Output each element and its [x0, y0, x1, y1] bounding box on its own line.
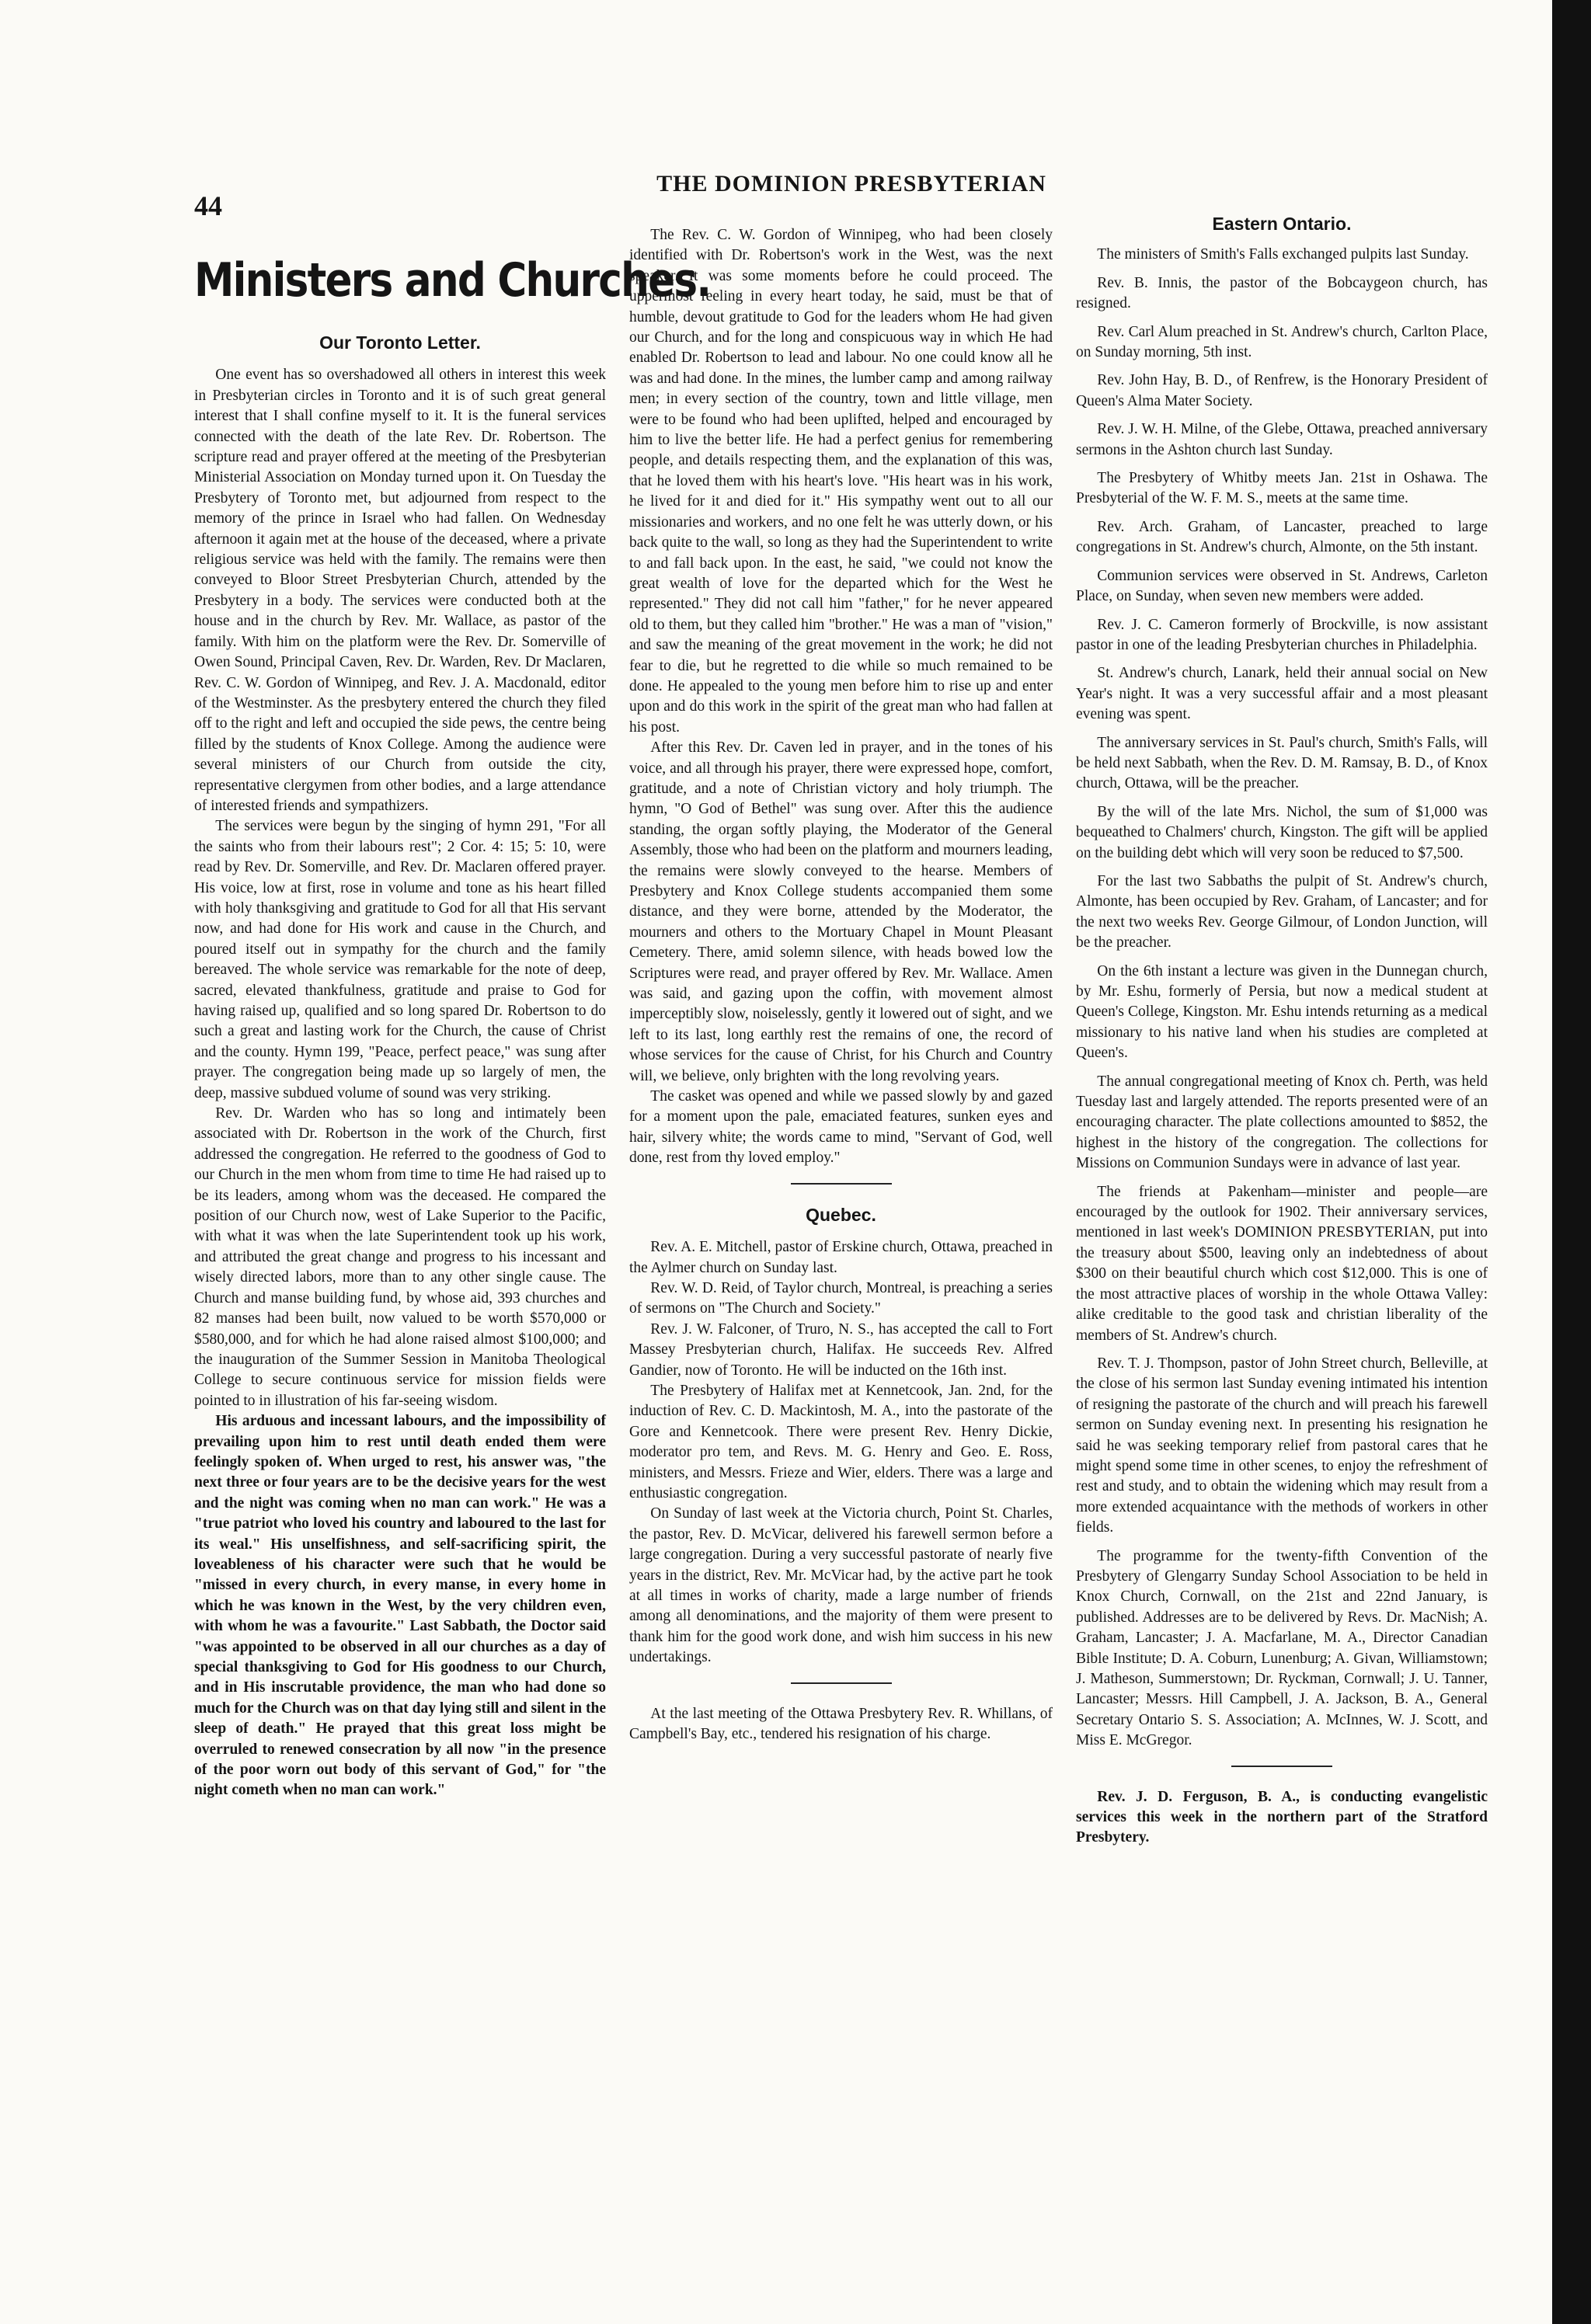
paragraph: Rev. J. W. Falconer, of Truro, N. S., has accepted the call to Fort Massey Presbyterian church, Halifax. He succeeds Rev. Alfred Gandier, now of Toronto. He will be inducted on the 16th inst. [629, 1320, 1053, 1379]
paragraph: Rev. B. Innis, the pastor of the Bobcaygeon church, has resigned. [1076, 274, 1488, 312]
paragraph: The ministers of Smith's Falls exchanged pulpits last Sunday. [1097, 246, 1469, 263]
masthead-title: Ministers and Churches. [194, 253, 711, 308]
paragraph: The annual congregational meeting of Knox ch. Perth, was held Tuesday last and largely attended. The reports presented were of an encouraging character. The plate collections amounted to $852, the highest in the history of the congregation. The collections for Missions on Communion Sundays were in advance of last year. [1076, 1073, 1488, 1172]
column-3 [1076, 214, 1488, 1856]
column-2 [629, 225, 1053, 1745]
paragraph: Rev. J. D. Ferguson, B. A., is conducting evangelistic services this week in the northern part of the Stratford Presbytery. [1076, 1788, 1488, 1846]
paragraph: Rev. John Hay, B. D., of Renfrew, is the Honorary President of Queen's Alma Mater Society. [1076, 372, 1488, 409]
paragraph: The Presbytery of Halifax met at Kennetcook, Jan. 2nd, for the induction of Rev. C. D. Mackintosh, M. A., into the pastorate of the Gore and Kennetcook. There were present Rev. Henry Dickie, moderator pro tem, and Revs. M. G. Henry and Geo. E. Ross, ministers, and Messrs. Frieze and Wier, elders. There was a large and enthusiastic congregation. [629, 1382, 1053, 1501]
paragraph: Rev. W. D. Reid, of Taylor church, Montreal, is preaching a series of sermons on "The Church and Society." [629, 1279, 1053, 1317]
page-scan-edge [1552, 0, 1591, 2324]
column-1 [194, 217, 711, 1801]
paragraph: At the last meeting of the Ottawa Presbytery Rev. R. Whillans, of Campbell's Bay, etc., tendered his resignation of his charge. [629, 1705, 1053, 1743]
paragraph: Rev. Arch. Graham, of Lancaster, preached to large congregations in St. Andrew's church, Almonte, on the 5th instant. [1076, 518, 1488, 556]
section-divider [791, 1682, 892, 1684]
paragraph: By the will of the late Mrs. Nichol, the sum of $1,000 was bequeathed to Chalmers' church, Kingston. The gift will be applied on the building debt which will very soon be reduced to $7,500. [1076, 803, 1488, 861]
paragraph: Rev. Carl Alum preached in St. Andrew's church, Carlton Place, on Sunday morning, 5th inst. [1076, 323, 1488, 361]
paragraph: One event has so overshadowed all others in interest this week in Presbyterian circles in Toronto and it is of such great general interest that I shall confine myself to it. It is the funeral services connected with the death of the late Rev. Dr. Robertson. The scripture read and prayer offered at the meeting of the Presbyterian Ministerial Association on Monday turned upon it. On Tuesday the Presbytery of Toronto met, but adjourned from respect to the memory of the prince in Israel who had fallen. On Wednesday afternoon it again met at the house of the deceased, where a private religious service was held with the family. The remains were then conveyed to Bloor Street Presbyterian Church, attended by the Presbytery in a body. The services were conducted both at the house and in the church by Rev. Mr. Wallace, as pastor of the family. With him on the platform were the Rev. Dr. Somerville of Owen Sound, Principal Caven, Rev. Dr. Warden, Rev. Dr Maclaren, Rev. C. W. Gordon of Winnipeg, and Rev. J. A. Macdonald, editor of the Westminster. As the presbytery entered the church they filed off to the right and left and occupied the side pews, the centre being filled by the students of Knox College. Among the audience were several ministers of our Church from outside the city, representative clergymen from other bodies, and a large attendance of interested friends and sympathizers. [194, 367, 606, 814]
paragraph: On Sunday of last week at the Victoria church, Point St. Charles, the pastor, Rev. D. McVicar, delivered his farewell sermon before a large congregation. During a very successful pastorate of nearly five years in the district, Rev. Mr. McVicar had, by the active part he took at all times in works of charity, made a large number of friends among all denominations, and the majority of them were present to thank him for the good work done, and wish him success in his new undertakings. [629, 1505, 1053, 1666]
paragraph: Rev. J. W. H. Milne, of the Glebe, Ottawa, preached anniversary sermons in the Ashton church last Sunday. [1076, 421, 1488, 458]
section-title-toronto: Our Toronto Letter. [319, 332, 481, 353]
paragraph: The services were begun by the singing of hymn 291, "For all the saints who from their labours rest"; 2 Cor. 4: 15; 5: 10, were read by Rev. Dr. Somerville, and Rev. Dr. Maclaren offered prayer. His voice, low at first, rose in volume and tone as his heart filled with holy thanksgiving and gratitude to God for all that His servant now, and had done for His work and cause in the Church, and poured itself out in sympathy for the church and the family bereaved. The whole service was remarkable for the note of deep, sacred, elevated thankfulness, gratitude and praise to God for having raised up, qualified and so long spared Dr. Robertson to do such a great and lasting work for the Church, the cause of Christ and the county. Hymn 199, "Peace, perfect peace," was sung after prayer. The congregation being made up so largely of men, the deep, massive subdued volume of sound was very striking. [194, 818, 606, 1101]
paragraph: Rev. Dr. Warden who has so long and intimately been associated with Dr. Robertson in the work of the Church, first addressed the congregation. He referred to the goodness of God to our Church in the men whom from time to time He had raised up to be its leaders, among whom was the deceased. He compared the position of our Church now, west of Lake Superior to the Pacific, with what it was when the late Superintendent took up his work, and attributed the great change and progress to his incessant and wisely directed labors, more than to any other single cause. The Church and manse building fund, by whose aid, 393 churches and 82 manses had been built, now valued to be worth $570,000 or $580,000, and for which he had alone raised almost $100,000; and the inauguration of the Summer Session in Manitoba Theological College to secure continuous service for mission fields were pointed to in illustration of his far-seeing wisdom. [194, 1105, 606, 1409]
paragraph: Rev. T. J. Thompson, pastor of John Street church, Belleville, at the close of his sermon last Sunday evening intimated his intention of resigning the pastorate of the church and will preach his farewell sermon on Sunday evening next. In presenting his resignation he said he was seeking temporary relief from pastoral cares that he might spend some time in other scenes, to enjoy the refreshment of rest and study, and to obtain the widening which may result from a more extended acquaintance with the methods of workers in other fields. [1076, 1355, 1488, 1536]
paragraph: On the 6th instant a lecture was given in the Dunnegan church, by Mr. Eshu, formerly of Persia, but now a medical student at Queen's College, Kingston. Mr. Eshu intends returning as a medical missionary to his native land when his studies are completed at Queen's. [1076, 962, 1488, 1062]
section-title-quebec: Quebec. [806, 1204, 876, 1225]
paragraph: The casket was opened and while we passed slowly by and gazed for a moment upon the pale, emaciated features, sunken eyes and hair, silvery white; the words came to mind, "Servant of God, well done, rest from thy loved employ." [629, 1088, 1053, 1167]
paragraph: Rev. J. C. Cameron formerly of Brockville, is now assistant pastor in one of the leading Presbyterian churches in Philadelphia. [1076, 616, 1488, 653]
paragraph: The friends at Pakenham—minister and people—are encouraged by the outlook for 1902. Their anniversary services, mentioned in last week's DOMINION PRESBYTERIAN, put into the treasury about $500, leaving only an indebtedness of about $300 on their beautiful church which cost $12,000. This is one of the most attractive places of worship in the whole Ottawa Valley: alike creditable to the good task and christian liberality of the members of St. Andrew's church. [1076, 1183, 1488, 1344]
paragraph: The Rev. C. W. Gordon of Winnipeg, who had been closely identified with Dr. Robertson's work in the West, was the next speaker. It was some moments before he could proceed. The uppermost feeling in every heart today, he said, must be that of humble, devout gratitude to God for the leaders whom He had given our Church, and for the long and conspicuous way in which He had enabled Dr. Robertson to lead and labour. No one could know all he was and had done. In the mines, the lumber camp and among railway men; in every section of the country, town and little village, men were to be found who had been uplifted, helped and encouraged by him to live the better life. He had a perfect genius for remembering people, and details respecting them, and the explanation of this was, that he loved them with his heart's love. "His heart was in his work, he lived for it and died for it." His sympathy went out to all our missionaries and workers, and no one felt he was utterly down, or his back quite to the wall, so long as they had the Superintendent to write to and fall back upon. In the east, he said, "we could not know the great wealth of love for the departed which for the West he represented." They did not call him "father," for he never appeared old to them, but they called him "brother." He was a man of "vision," and saw the meaning of the great movement in the work; he did not fear to die, but he regretted to die while so much remained to be done. He appealed to the young men before him to rise up and enter upon and do this work in the spirit of the great man who had fallen at his post. [629, 227, 1053, 736]
paragraph: The anniversary services in St. Paul's church, Smith's Falls, will be held next Sabbath, when the Rev. D. M. Ramsay, B. D., of Knox church, Ottawa, will be the preacher. [1076, 734, 1488, 792]
paragraph: For the last two Sabbaths the pulpit of St. Andrew's church, Almonte, has been occupied by Rev. Graham, of Lancaster; and for the next two weeks Rev. George Gilmour, of London Junction, will be the preacher. [1076, 872, 1488, 952]
page-number: 44 [194, 190, 222, 221]
paragraph: St. Andrew's church, Lanark, held their annual social on New Year's night. It was a very successful affair and a most pleasant evening was spent. [1076, 665, 1488, 723]
section-divider [1231, 1766, 1332, 1767]
paragraph: Communion services were observed in St. Andrews, Carleton Place, on Sunday, when seven new members were added. [1076, 567, 1488, 605]
section-divider [791, 1183, 892, 1185]
paragraph: After this Rev. Dr. Caven led in prayer, and in the tones of his voice, and all through his prayer, there were expressed hope, comfort, gratitude, and a note of Christian victory and holy triumph. The hymn, "O God of Bethel" was sung over. After this the audience standing, the organ softly playing, the Moderator of the General Assembly, those who had been on the platform and mourners leading, the remains were slowly conveyed to the hearse. Members of Presbytery and Knox College students accompanied them some distance, and they were borne, attended by the Moderator, the mourners and others to the Mortuary Chapel in Mount Pleasant Cemetery. There, amid solemn silence, with heads bowed low the Scriptures were read, and prayer offered by Rev. Mr. Wallace. Amen was said, and gazing upon the coffin, with movement almost imperceptibly slow, noiselessly, gently it lowered out of sight, and we left to its last, long earthly rest the remains of one, the record of whose services for the cause of Christ, for his Church and Country will, we believe, only brighten with the long revolving years. [629, 739, 1053, 1084]
running-head: THE DOMINION PRESBYTERIAN [656, 171, 1046, 197]
paragraph: The programme for the twenty-fifth Convention of the Presbytery of Glengarry Sunday School Association to be held in Knox Church, Cornwall, on the 21st and 22nd January, is published. Addresses are to be delivered by Revs. Dr. MacNish; A. Graham, Lancaster; J. A. Macfarlane, M. A., Director Canadian Bible Institute; D. A. Coburn, Lunenburg; A. Givan, Williamstown; J. Matheson, Summerstown; Dr. Ryckman, Cornwall; J. U. Tanner, Lancaster; Messrs. Hill Campbell, J. A. Jackson, B. A., General Secretary Ontario S. S. Association; A. McInnes, W. J. Scott, and Miss E. McGregor. [1076, 1547, 1488, 1749]
paragraph: The Presbytery of Whitby meets Jan. 21st in Oshawa. The Presbyterial of the W. F. M. S., meets at the same time. [1076, 470, 1488, 507]
paragraph: Rev. A. E. Mitchell, pastor of Erskine church, Ottawa, preached in the Aylmer church on Sunday last. [629, 1239, 1053, 1276]
paragraph: His arduous and incessant labours, and the impossibility of prevailing upon him to rest until death ended them were feelingly spoken of. When urged to rest, his answer was, "the next three or four years are to be the decisive years for the west and the night was coming when no man can work." He was a "true patriot who loved his country and laboured to the last for its weal." His unselfishness, and self-sacrificing spirit, the loveableness of his character were such that he would be "missed in every church, in every manse, in every home in which he was known in the West, by the very children even, with whom he was a favourite." Last Sabbath, the Doctor said "was appointed to be observed in all our churches as a day of special thanksgiving to God for His goodness to our Church, and in His inscrutable providence, the man who had done so much for the Church was on that day lying still and silent in the sleep of death." He prayed that this great loss might be overruled to renewed consecration by all now "in the presence of the poor worn out body of this servant of God," for "the night cometh when no man can work." [194, 1413, 606, 1799]
page-header [0, 0, 1591, 221]
section-title-eastern-ontario: Eastern Ontario. [1212, 214, 1352, 234]
